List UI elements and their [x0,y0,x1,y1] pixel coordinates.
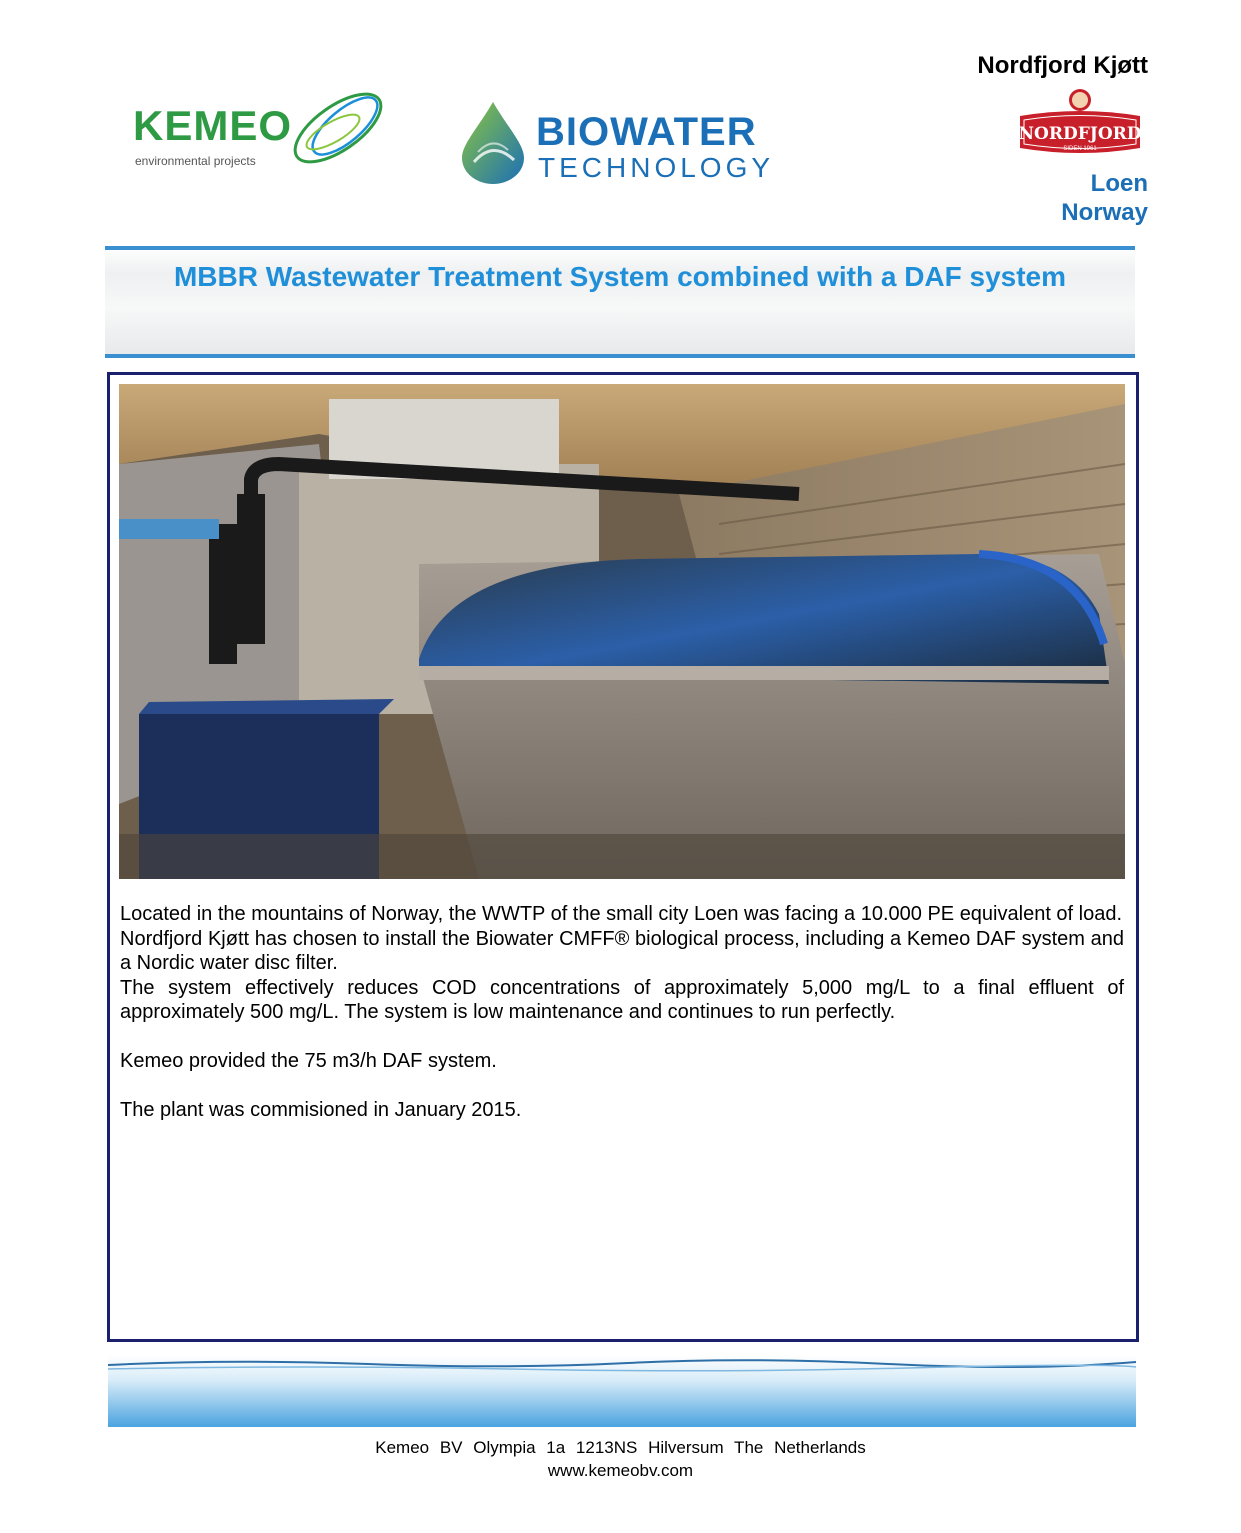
title-band-bottom-rule [105,354,1135,358]
biowater-wordmark: BIOWATER [536,110,757,154]
biowater-logo [458,100,788,186]
water-wave-graphic [108,1355,1136,1427]
title-band-top-rule [105,246,1135,250]
plant-photo-image [119,384,1125,879]
nordfjord-logo-text: NORDFJORD [1018,124,1142,144]
body-text [120,902,1124,1123]
nordfjord-badge-icon [1014,86,1146,166]
paragraph-3: The system effectively reduces COD concentrations of approximately 5,000 mg/L to a final effluent of approximately 500 mg/L. The system is low maintenance and continues to run perfectly. [120,976,1124,1023]
paragraph-5: The plant was commisioned in January 2015. [120,1099,522,1121]
kemeo-swoosh-icon [283,88,403,168]
plant-photo [119,384,1125,879]
kemeo-logo-word: KEMEO [133,102,293,149]
kemeo-tagline: environmental projects [135,154,256,168]
footer-address: Kemeo BV Olympia 1a 1213NS Hilversum The Netherlands [375,1438,866,1457]
location-city: Loen [1090,170,1148,197]
water-drop-icon [458,100,528,184]
location-country: Norway [1061,199,1148,226]
title-band [105,246,1135,358]
paragraph-4: Kemeo provided the 75 m3/h DAF system. [120,1050,497,1072]
kemeo-logo [133,88,403,168]
water-footer-band [108,1355,1136,1427]
content-frame [107,372,1139,1342]
paragraph-2: Nordfjord Kjøtt has chosen to install the Biowater CMFF® biological process, including a Kemeo DAF system and a Nordic water disc filter. [120,927,1124,974]
nordfjord-since: SIDEN 1961 [1063,146,1097,152]
footer-website-link[interactable]: www.kemeobv.com [547,1461,694,1480]
paragraph-1: Located in the mountains of Norway, the WWTP of the small city Loen was facing a 10.000 PE equivalent of load. [120,903,1123,925]
nordfjord-logo [1014,86,1146,166]
biowater-subtitle: TECHNOLOGY [538,152,775,183]
page-title: MBBR Wastewater Treatment System combined with a DAF system [173,261,1067,292]
client-name: Nordfjord Kjøtt [977,52,1148,79]
